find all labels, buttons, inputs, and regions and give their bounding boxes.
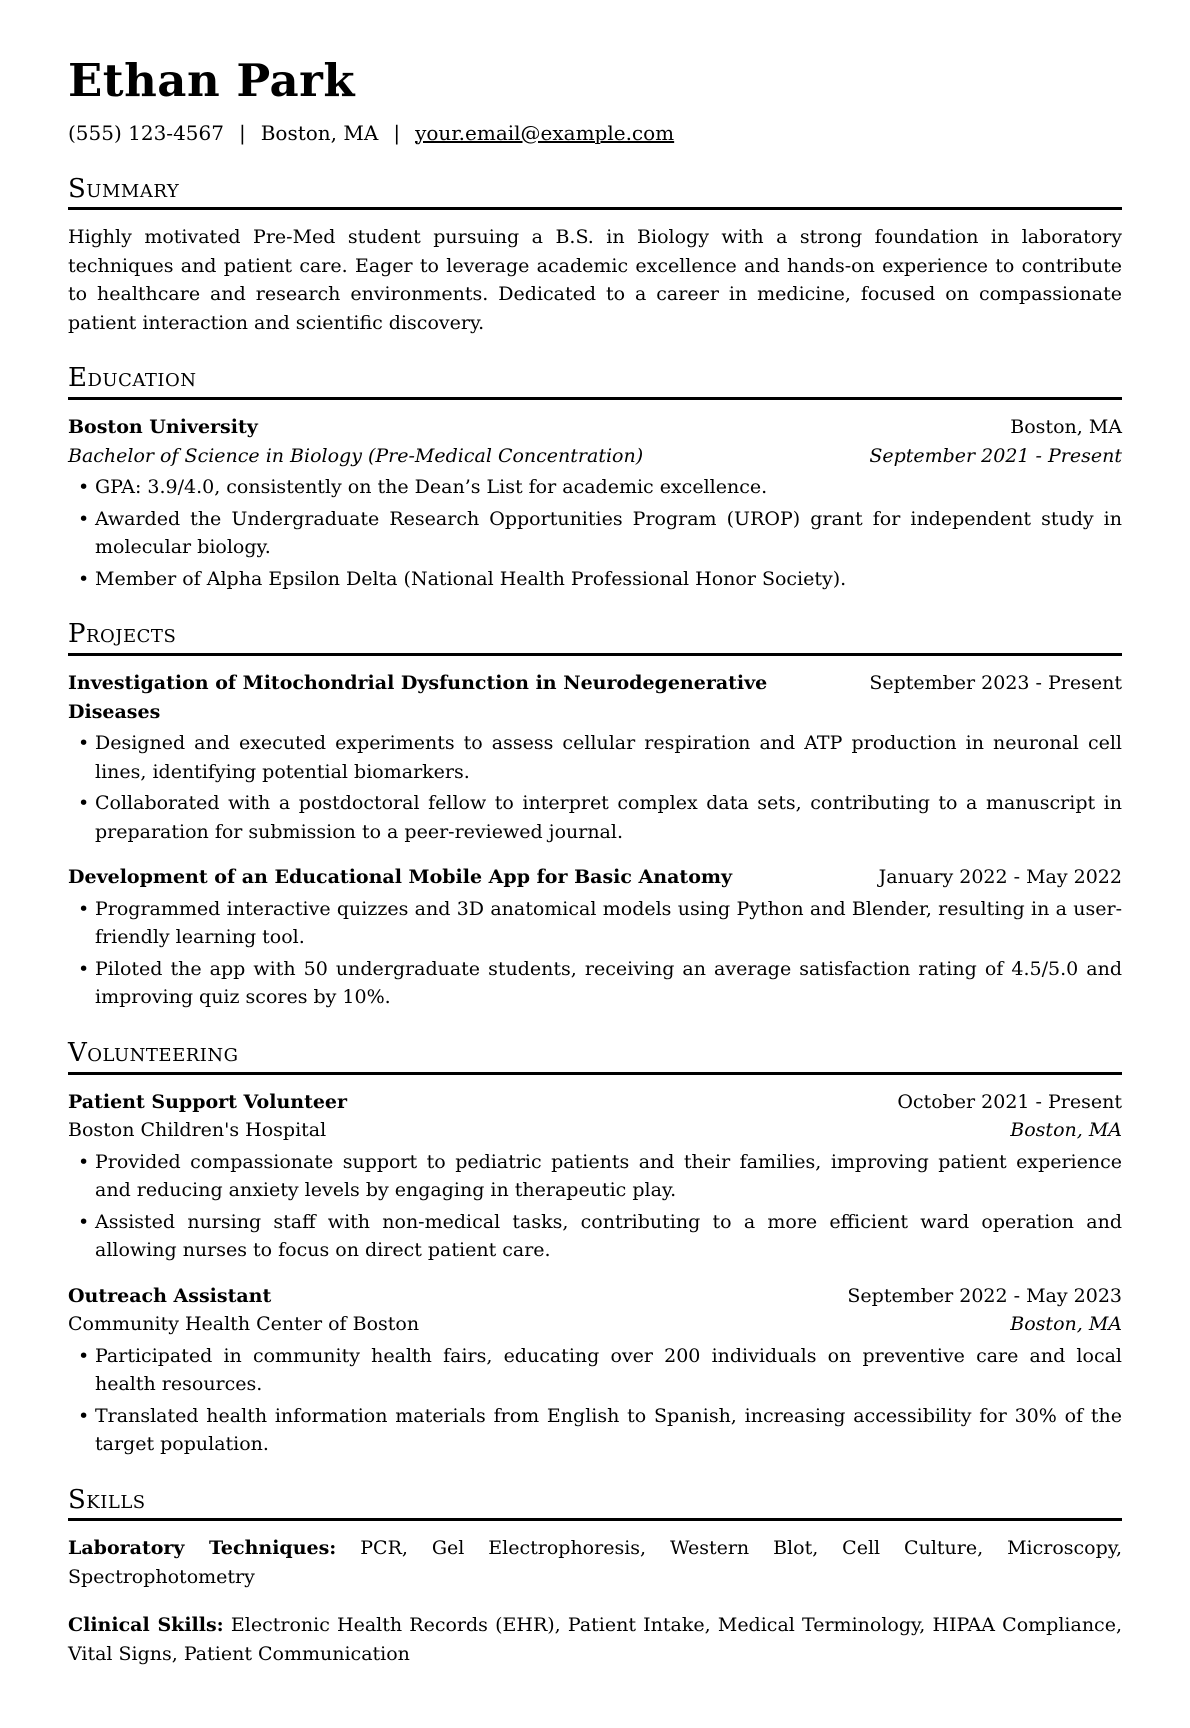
bullet-item: • Provided compassionate support to pediatric patients and their families, improving patient experience and reducing anxiety levels by engaging in therapeutic play.	[68, 1148, 1122, 1205]
bullet-item: • Translated health information materials from English to Spanish, increasing accessibility for 30% of the target population.	[68, 1402, 1122, 1459]
organization-name: Community Health Center of Boston	[68, 1313, 420, 1336]
section-summary	[68, 175, 1122, 338]
bullet-item: • Programmed interactive quizzes and 3D anatomical models using Python and Blender, resulting in a user-friendly learning tool.	[68, 895, 1122, 952]
bullet-item: • Assisted nursing staff with non-medical tasks, contributing to a more efficient ward operation and allowing nurses to focus on direct patient care.	[68, 1208, 1122, 1265]
skills-category-items: Electronic Health Records (EHR), Patient Intake, Medical Terminology, HIPAA Compliance, Vital Signs, Patient Communication	[68, 1614, 1122, 1665]
section-skills	[68, 1486, 1122, 1669]
education-entry-subheader	[68, 442, 1122, 471]
section-title-summary: Summary	[68, 175, 1122, 211]
bullet-item: • Awarded the Undergraduate Research Opportunities Program (UROP) grant for independent study in molecular biology.	[68, 505, 1122, 562]
education-bullet-list	[68, 473, 1122, 593]
project-bullet-list	[68, 895, 1122, 1012]
organization-name: Boston Children's Hospital	[68, 1119, 327, 1142]
skills-category	[68, 1611, 1122, 1668]
project-name: Investigation of Mitochondrial Dysfunction in Neurodegenerative Diseases	[68, 672, 768, 723]
project-name: Development of an Educational Mobile App for Basic Anatomy	[68, 866, 733, 889]
volunteering-entry	[68, 1282, 1122, 1459]
role-title: Outreach Assistant	[68, 1284, 272, 1307]
contact-separator: |	[238, 120, 246, 145]
volunteering-entry-subheader	[68, 1310, 1122, 1339]
degree-name: Bachelor of Science in Biology (Pre-Medical Concentration)	[68, 444, 644, 467]
volunteering-entry-header	[68, 1088, 1122, 1117]
section-volunteering	[68, 1039, 1122, 1459]
role-title: Patient Support Volunteer	[68, 1090, 348, 1113]
volunteering-bullet-list	[68, 1342, 1122, 1459]
volunteering-entry-header	[68, 1282, 1122, 1311]
skills-category-items: PCR, Gel Electrophoresis, Western Blot, Cell Culture, Microscopy, Spectrophotometry	[68, 1537, 1122, 1588]
project-dates: January 2022 - May 2022	[878, 866, 1122, 889]
bullet-item: • Participated in community health fairs, educating over 200 individuals on preventive care and local health resources.	[68, 1342, 1122, 1399]
contact-separator: |	[393, 120, 401, 145]
volunteering-entry	[68, 1088, 1122, 1265]
section-title-education: Education	[68, 364, 1122, 400]
section-title-volunteering: Volunteering	[68, 1039, 1122, 1075]
bullet-item: • Member of Alpha Epsilon Delta (National Health Professional Honor Society).	[68, 565, 1122, 594]
volunteering-bullet-list	[68, 1148, 1122, 1265]
project-entry	[68, 669, 1122, 846]
summary-text: Highly motivated Pre-Med student pursuing a B.S. in Biology with a strong foundation in laboratory techniques and patient care. Eager to leverage academic excellence and hands-on experience to contribute to healthcare and research environments. Dedicated to a career in medicine, focused on compassionate patient interaction and scientific discovery.	[68, 226, 1122, 334]
project-entry-header	[68, 669, 1122, 726]
phone-number: (555) 123-4567	[68, 120, 224, 145]
role-dates: October 2021 - Present	[897, 1090, 1122, 1113]
organization-location: Boston, MA	[1010, 1119, 1122, 1142]
section-title-skills: Skills	[68, 1486, 1122, 1522]
project-entry-header	[68, 863, 1122, 892]
institution-location: Boston, MA	[1010, 416, 1122, 439]
resume-header	[68, 56, 1122, 148]
volunteering-entry-subheader	[68, 1116, 1122, 1145]
email-link[interactable]: your.email@example.com	[415, 120, 675, 145]
skills-category	[68, 1534, 1122, 1591]
bullet-item: • Collaborated with a postdoctoral fellow to interpret complex data sets, contributing to a manuscript in preparation for submission to a peer-reviewed journal.	[68, 789, 1122, 846]
bullet-item: • GPA: 3.9/4.0, consistently on the Dean’s List for academic excellence.	[68, 473, 1122, 502]
education-dates: September 2021 - Present	[869, 444, 1122, 467]
section-title-projects: Projects	[68, 620, 1122, 656]
project-dates: September 2023 - Present	[869, 672, 1122, 695]
section-projects	[68, 620, 1122, 1011]
project-bullet-list	[68, 729, 1122, 846]
candidate-name: Ethan Park	[68, 54, 356, 107]
skills-category-label: Laboratory Techniques:	[68, 1537, 337, 1560]
bullet-item: • Piloted the app with 50 undergraduate students, receiving an average satisfaction rating of 4.5/5.0 and improving quiz scores by 10%.	[68, 955, 1122, 1012]
organization-location: Boston, MA	[1010, 1313, 1122, 1336]
institution-name: Boston University	[68, 416, 258, 439]
skills-category-label: Clinical Skills:	[68, 1614, 224, 1637]
bullet-item: • Designed and executed experiments to assess cellular respiration and ATP production in neuronal cell lines, identifying potential biomarkers.	[68, 729, 1122, 786]
project-entry	[68, 863, 1122, 1012]
education-entry	[68, 413, 1122, 593]
contact-line	[68, 118, 1122, 148]
location-text: Boston, MA	[260, 120, 379, 145]
section-education	[68, 364, 1122, 593]
role-dates: September 2022 - May 2023	[847, 1284, 1122, 1307]
education-entry-header	[68, 413, 1122, 442]
